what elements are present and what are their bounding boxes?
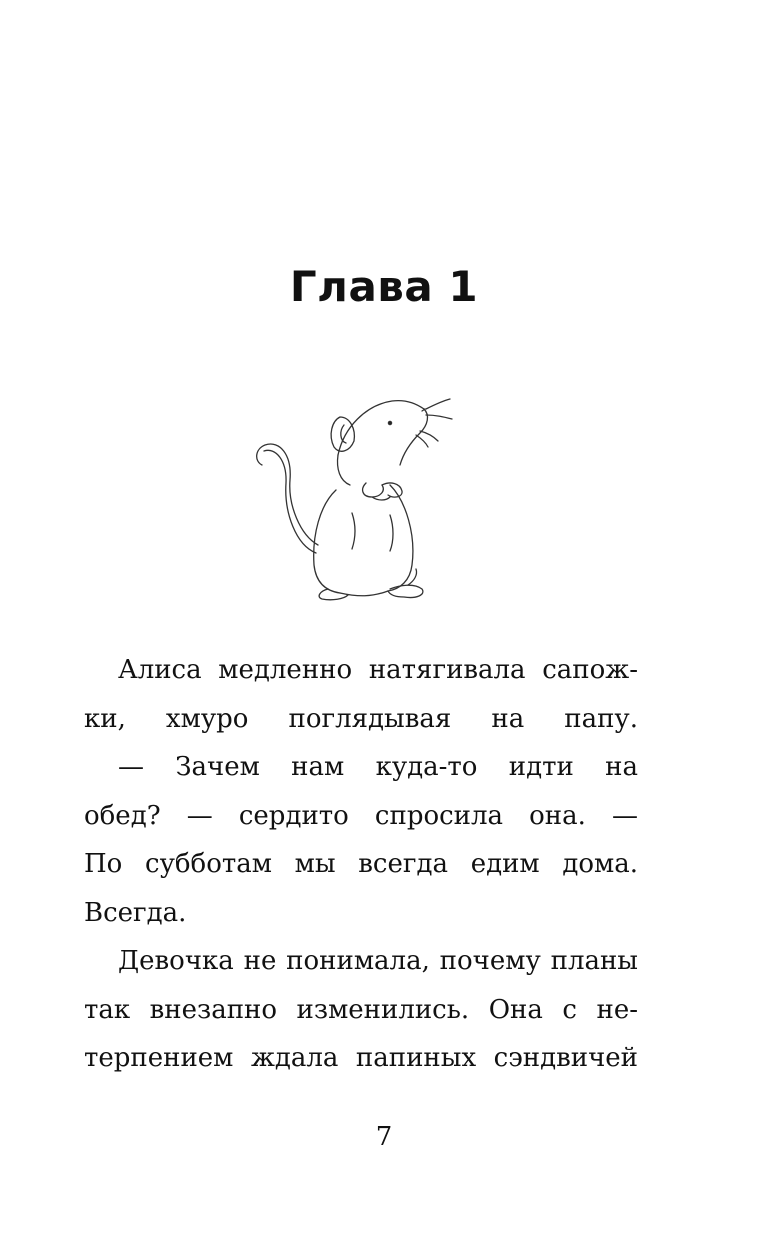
chapter-text — [84, 646, 638, 1083]
text-line: обед? — сердито спросила она. — — [84, 800, 638, 831]
text-line: ки, хмуро поглядывая на папу. — [84, 703, 638, 734]
text-line: — Зачем нам куда-то идти на — [118, 752, 638, 782]
chapter-title: Глава 1 — [289, 262, 479, 311]
text-line: терпением ждала папиных сэндвичей — [84, 1043, 638, 1073]
text-line: Алиса медленно натягивала сапож- — [118, 655, 638, 685]
text-line: Всегда. — [84, 897, 187, 928]
text-line: По субботам мы всегда едим дома. — [84, 849, 638, 879]
page-number: 7 — [375, 1122, 393, 1152]
paragraph-2 — [84, 743, 638, 937]
mouse-sketch-icon — [240, 385, 460, 615]
text-line: так внезапно изменились. Она с не- — [84, 994, 638, 1025]
paragraph-1 — [84, 646, 638, 743]
paragraph-3 — [84, 937, 638, 1083]
text-line: Девочка не понимала, почему планы — [118, 946, 638, 976]
